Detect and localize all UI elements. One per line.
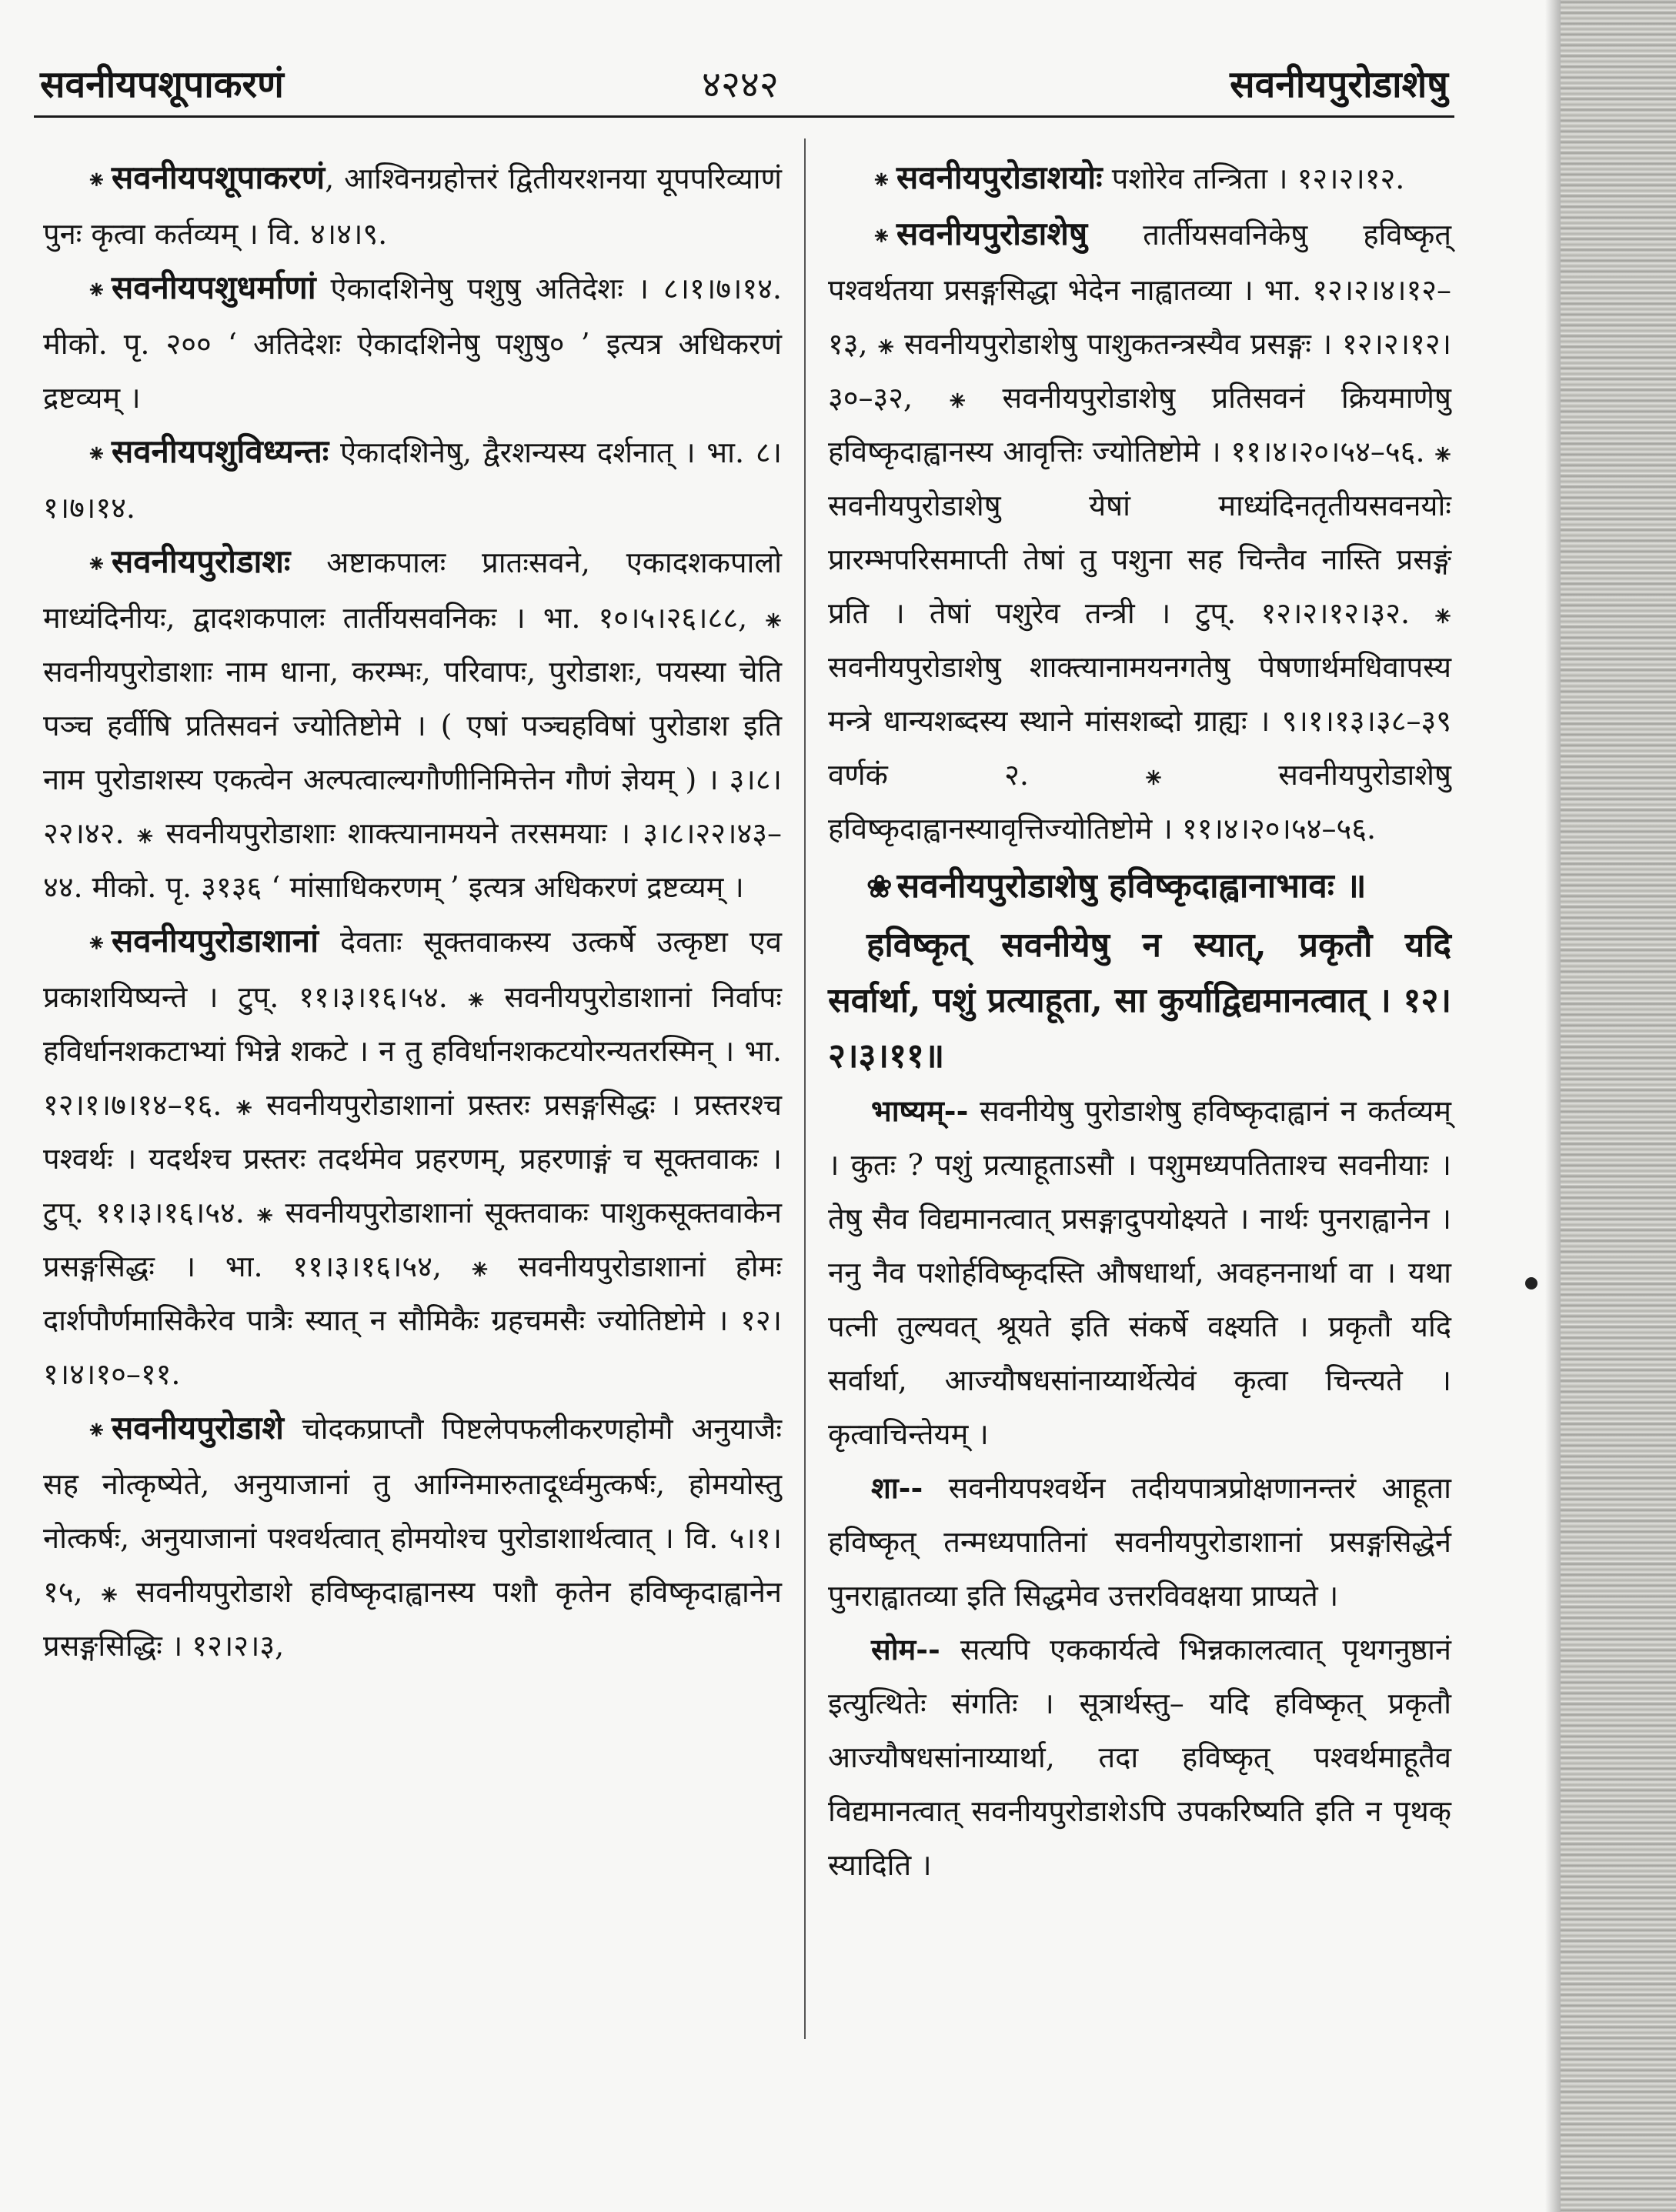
commentary-text: सवनीयेषु पुरोडाशेषु हविष्कृदाह्वानं न कर्तव्यम् । कुतः ? पशुं प्रत्याहूताऽसौ । पशुमध्यपतिताश्च सवनीयाः । तेषु सैव विद्यमानत्वात् प्रसङ्गादुपयोक्ष्यते । नार्थः पुनराह्वानेन । ननु नैव पशोर्हविष्कृदस्ति औषधार्था, अवहननार्था वा । यथा पत्नी तुल्यवत् श्रूयते इति संकर्षे वक्ष्यति । प्रकृतौ यदि सर्वार्था, आज्यौषधसांनाय्यार्थेत्येवं कृत्वा चिन्त्यते । कृत्वाचिन्तेयम् ।: [828, 1094, 1451, 1451]
right-column: [828, 151, 1451, 1892]
dictionary-entry: [828, 207, 1451, 856]
left-column: [43, 151, 782, 1673]
sutra-mark-icon: ❀: [866, 869, 893, 905]
ink-dot: [1525, 1277, 1537, 1289]
dictionary-entry: [828, 151, 1451, 207]
sutra-heading: [828, 859, 1451, 915]
asterisk-icon: ⁕: [86, 165, 107, 195]
entry-text: ऐकादशिनेषु पशुषु अतिदेशः । ८।१।७।१४. मीको. पृ. २०० ‘ अतिदेशः ऐकादशिनेषु पशुषु० ’ इत्यत्र अधिकरणं द्रष्टव्यम् ।: [43, 272, 782, 415]
entry-headword: सवनीयपुरोडाशयोः: [896, 158, 1103, 196]
running-head-left: सवनीयपशूपाकरणं: [40, 63, 284, 106]
entry-text: तार्तीयसवनिकेषु हविष्कृत् पश्वर्थतया प्रसङ्गसिद्धा भेदेन नाह्वातव्या । भा. १२।२।४।१२–१३, ⁕ सवनीयपुरोडाशेषु पाशुकतन्त्रस्यैव प्रसङ्गः । १२।२।१२।३०–३२, ⁕ सवनीयपुरोडाशेषु प्रतिसवनं क्रियमाणेषु हविष्कृदाह्वानस्य आवृत्तिः ज्योतिष्टोमे । ११।४।२०।५४–५६. ⁕ सवनीयपुरोडाशेषु येषां माध्यंदिनतृतीयसवनयोः प्रारम्भपरिसमाप्ती तेषां तु पशुना सह चिन्तैव नास्ति प्रसङ्गं प्रति । तेषां पशुरेव तन्त्री । टुप्. १२।२।१२।३२. ⁕ सवनीयपुरोडाशेषु शाक्त्यानामयनगतेषु पेषणार्थमधिवापस्य मन्त्रे धान्यशब्दस्य स्थाने मांसशब्दो ग्राह्यः । ९।१।१३।३८–३९ वर्णकं २. ⁕ सवनीयपुरोडाशेषु हविष्कृदाह्वानस्यावृत्तिज्योतिष्टोमे । ११।४।२०।५४–५६.: [828, 218, 1451, 846]
entry-headword: सवनीयपुरोडाशे: [111, 1409, 284, 1446]
dictionary-entry: [43, 1401, 782, 1673]
asterisk-icon: ⁕: [871, 222, 892, 251]
entry-headword: सवनीयपुरोडाशः: [111, 542, 291, 580]
commentary-label: भाष्यम्--: [871, 1093, 969, 1128]
column-divider: [804, 138, 806, 2039]
asterisk-icon: ⁕: [871, 165, 892, 195]
asterisk-icon: ⁕: [86, 1416, 107, 1445]
commentary-paragraph: [828, 1084, 1451, 1461]
header-rule: [34, 115, 1454, 118]
entry-text: पशोरेव तन्त्रिता । १२।२।१२.: [1102, 162, 1405, 195]
dictionary-entry: [43, 425, 782, 535]
commentary-text: सवनीयपश्वर्थेन तदीयपात्रप्रोक्षणानन्तरं आहूता हविष्कृत् तन्मध्यपातिनां सवनीयपुरोडाशानां प्रसङ्गसिद्धेर्न पुनराह्वातव्या इति सिद्धमेव उत्तरविवक्षया प्राप्यते ।: [828, 1471, 1451, 1613]
entry-text: , आश्विनग्रहोत्तरं द्वितीयरशनया यूपपरिव्याणं पुनः कृत्वा कर्तव्यम् । वि. ४।४।९.: [43, 162, 782, 251]
entry-headword: सवनीयपुरोडाशानां: [111, 922, 319, 959]
entry-headword: सवनीयपुरोडाशेषु: [896, 215, 1088, 252]
dictionary-entry: [43, 914, 782, 1401]
commentary-paragraph: [828, 1461, 1451, 1623]
entry-text: चोदकप्राप्तौ पिष्टलेपफलीकरणहोमौ अनुयाजैः सह नोत्कृष्येते, अनुयाजानां तु आग्निमारुतादूर्ध्वमुत्कर्षः, होमयोस्तु नोत्कर्षः, अनुयाजानां पश्वर्थत्वात् होमयोश्च पुरोडाशार्थत्वात् । वि. ५।१।१५, ⁕ सवनीयपुरोडाशे हविष्कृदाह्वानस्य पशौ कृतेन हविष्कृदाह्वानेन प्रसङ्गसिद्धिः । १२।२।३,: [43, 1412, 782, 1663]
commentary-label: शा--: [871, 1470, 923, 1505]
entry-text: देवताः सूक्तवाकस्य उत्कर्षे उत्कृष्टा एव प्रकाशयिष्यन्ते । टुप्. ११।३।१६।५४. ⁕ सवनीयपुरोडाशानां निर्वापः हविर्धानशकटाभ्यां भिन्ने शकटे । न तु हविर्धानशकटयोरन्यतरस्मिन् । भा. १२।१।७।१४–१६. ⁕ सवनीयपुरोडाशानां प्रस्तरः प्रसङ्गसिद्धः । प्रस्तरश्च पश्वर्थः । यदर्थश्च प्रस्तरः तदर्थमेव प्रहरणम्, प्रहरणाङ्गं च सूक्तवाकः । टुप्. ११।३।१६।५४. ⁕ सवनीयपुरोडाशानां सूक्तवाकः पाशुकसूक्तवाकेन प्रसङ्गसिद्धः । भा. ११।३।१६।५४, ⁕ सवनीयपुरोडाशानां होमः दार्शपौर्णमासिकैरेव पात्रैः स्यात् न सौमिकैः ग्रहचमसैः ज्योतिष्टोमे । १२।१।४।१०–११.: [43, 925, 782, 1391]
sutra-text: हविष्कृत् सवनीयेषु न स्यात्, प्रकृतौ यदि सर्वार्था, पशुं प्रत्याहूता, सा कुर्याद्विद्यमानत्वात् । १२।२।३।११॥: [828, 926, 1451, 1076]
asterisk-icon: ⁕: [86, 929, 107, 958]
binding-shadow: [1545, 0, 1561, 2212]
asterisk-icon: ⁕: [86, 439, 107, 469]
dictionary-entry: [43, 261, 782, 425]
entry-headword: सवनीयपशुविध्यन्तः: [111, 432, 329, 470]
asterisk-icon: ⁕: [86, 549, 107, 579]
commentary-label: सोम--: [871, 1632, 940, 1667]
entry-text: अष्टाकपालः प्रातःसवने, एकादशकपालो माध्यंदिनीयः, द्वादशकपालः तार्तीयसवनिकः । भा. १०।५।२६।८८, ⁕ सवनीयपुरोडाशाः नाम धाना, करम्भः, परिवापः, पुरोडाशः, पयस्या चेति पञ्च हर्वीषि प्रतिसवनं ज्योतिष्टोमे । ( एषां पञ्चहविषां पुरोडाश इति नाम पुरोडाशस्य एकत्वेन अल्पत्वाल्यगौणीनिमित्तेन गौणं ज्ञेयम् ) । ३।८।२२।४२. ⁕ सवनीयपुरोडाशाः शाक्त्यानामयने तरसमयाः । ३।८।२२।४३–४४. मीको. पृ. ३१३६ ‘ मांसाधिकरणम् ’ इत्यत्र अधिकरणं द्रष्टव्यम् ।: [43, 545, 782, 904]
asterisk-icon: ⁕: [86, 275, 107, 305]
entry-text: ऐकादशिनेषु, द्वैरशन्यस्य दर्शनात् । भा. ८।१।७।१४.: [43, 435, 782, 525]
sutra-title: सवनीयपुरोडाशेषु हविष्कृदाह्वानाभावः ॥: [896, 866, 1367, 906]
dictionary-entry: [43, 151, 782, 261]
dictionary-entry: [43, 535, 782, 914]
entry-headword: सवनीयपशुधर्माणां: [111, 269, 316, 306]
running-head-right: सवनीयपुरोडाशेषु: [1230, 63, 1448, 106]
entry-headword: सवनीयपशूपाकरणं: [111, 158, 326, 196]
page-header: [40, 48, 1448, 117]
commentary-paragraph: [828, 1623, 1451, 1892]
commentary-text: सत्यपि एककार्यत्वे भिन्नकालत्वात् पृथगनुष्ठानं इत्युत्थितेः संगतिः । सूत्रार्थस्तु– यदि हविष्कृत् प्रकृतौ आज्यौषधसांनाय्यार्था, तदा हविष्कृत् पश्वर्थमाहूतैव विद्यमानत्वात् सवनीयपुरोडाशेऽपि उपकरिष्यति इति न पृथक् स्यादिति ।: [828, 1633, 1451, 1882]
book-binding-edge: [1561, 0, 1676, 2212]
page-number: ४२४२: [702, 63, 779, 106]
